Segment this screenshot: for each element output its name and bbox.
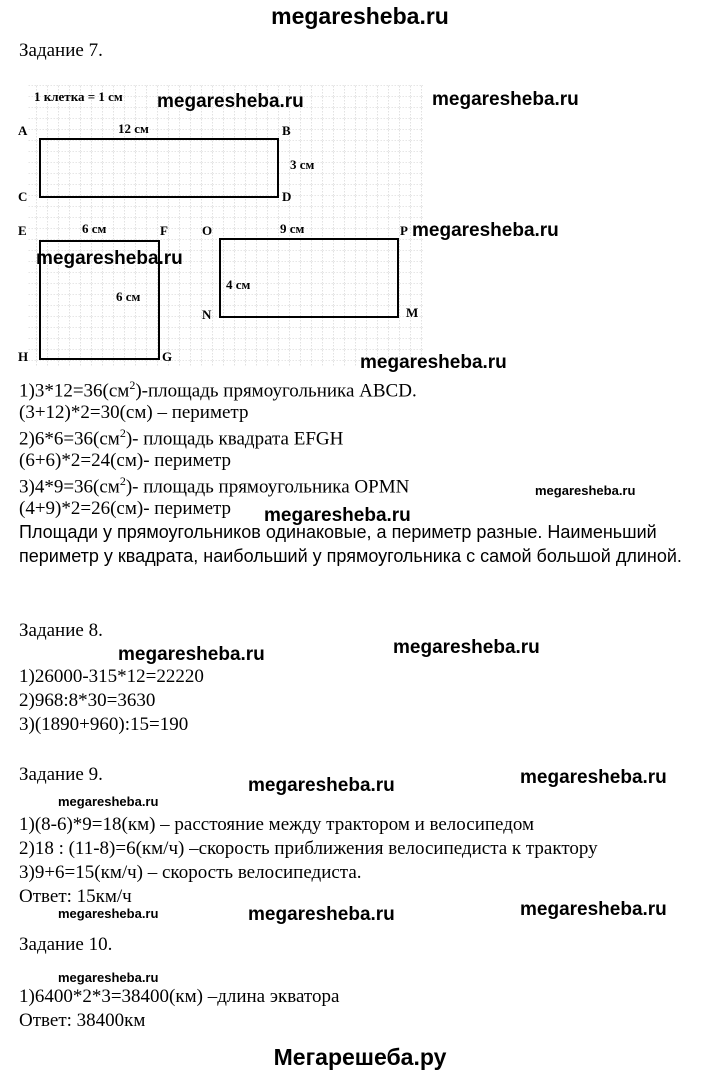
watermark: megaresheba.ru — [412, 220, 559, 241]
efgh-side-length: 6 см — [116, 289, 141, 304]
task10-line: 1)6400*2*3=38400(км) –длина экватора — [19, 986, 340, 1007]
task8-line: 1)26000-315*12=22220 — [19, 666, 204, 687]
watermark: megaresheba.ru — [58, 906, 159, 921]
watermark: megaresheba.ru — [520, 899, 667, 920]
task7-line4: (6+6)*2=24(см)- периметр — [19, 450, 232, 471]
watermark: megaresheba.ru — [520, 767, 667, 788]
efgh-top-length: 6 см — [82, 221, 107, 236]
point-e: E — [18, 223, 27, 238]
watermark: megaresheba.ru — [36, 248, 183, 269]
watermark: megaresheba.ru — [118, 644, 265, 665]
opmn-side-length: 4 см — [226, 277, 251, 292]
task7-line5: $3)4*9=36(см^2)-$ площадь прямоугольника OPMN — [19, 474, 410, 498]
abcd-top-length: 12 см — [118, 121, 149, 136]
opmn-top-length: 9 см — [280, 221, 305, 236]
point-g: G — [162, 349, 173, 364]
watermark: megaresheba.ru — [58, 970, 159, 985]
point-c: C — [18, 189, 28, 204]
site-footer: Мегарешеба.ру — [273, 1044, 447, 1070]
task9-heading: Задание 9. — [19, 764, 103, 785]
task9-line: 1)(8-6)*9=18(км) – расстояние между трактором и велосипедом — [19, 814, 535, 835]
watermark: megaresheba.ru — [248, 904, 395, 925]
abcd-side-length: 3 см — [290, 157, 315, 172]
task7-line1: $1)3*12=36(см^2)$-площадь прямоугольника ABCD. — [19, 378, 417, 402]
task8-line: 2)968:8*30=3630 — [19, 690, 156, 711]
task10-heading: Задание 10. — [19, 934, 113, 955]
point-m: M — [406, 305, 419, 320]
task9-line: 2)18 : (11-8)=6(км/ч) –скорость приближения велосипедиста к трактору — [19, 838, 598, 859]
task8-heading: Задание 8. — [19, 620, 103, 641]
point-a: A — [18, 123, 28, 138]
watermark: megaresheba.ru — [264, 505, 411, 526]
point-f: F — [160, 223, 168, 238]
point-p: P — [400, 223, 408, 238]
task8-line: 3)(1890+960):15=190 — [19, 714, 189, 735]
task9-line: 3)9+6=15(км/ч) – скорость велосипедиста. — [19, 862, 362, 883]
task7-line2: (3+12)*2=30(см) – периметр — [19, 402, 249, 423]
watermark: megaresheba.ru — [393, 637, 540, 658]
point-d: D — [282, 189, 292, 204]
scale-label: 1 клетка = 1 см — [34, 89, 123, 104]
point-n: N — [202, 307, 212, 322]
watermark: megaresheba.ru — [360, 352, 507, 373]
task7-conclusion: Площади у прямоугольников одинаковые, а периметр разные. Наименьший периметр у квадрата, наибольший у прямоугольника с самой большой длиной. — [19, 522, 682, 566]
site-header: megaresheba.ru — [271, 3, 449, 29]
point-o: O — [202, 223, 213, 238]
watermark: megaresheba.ru — [535, 483, 636, 498]
watermark: megaresheba.ru — [248, 775, 395, 796]
task7-line3: $2)6*6=36(см^2)-$ площадь квадрата EFGH — [19, 426, 344, 450]
task9-answer: Ответ: 15км/ч — [19, 886, 132, 907]
watermark: megaresheba.ru — [157, 91, 304, 112]
task7-heading: Задание 7. — [19, 40, 103, 61]
point-b: B — [282, 123, 291, 138]
task10-answer: Ответ: 38400км — [19, 1010, 146, 1031]
watermark: megaresheba.ru — [432, 89, 579, 110]
point-h: H — [18, 349, 29, 364]
task7-line6: (4+9)*2=26(см)- периметр — [19, 498, 232, 519]
watermark: megaresheba.ru — [58, 794, 159, 809]
geometry-figure — [14, 85, 424, 375]
